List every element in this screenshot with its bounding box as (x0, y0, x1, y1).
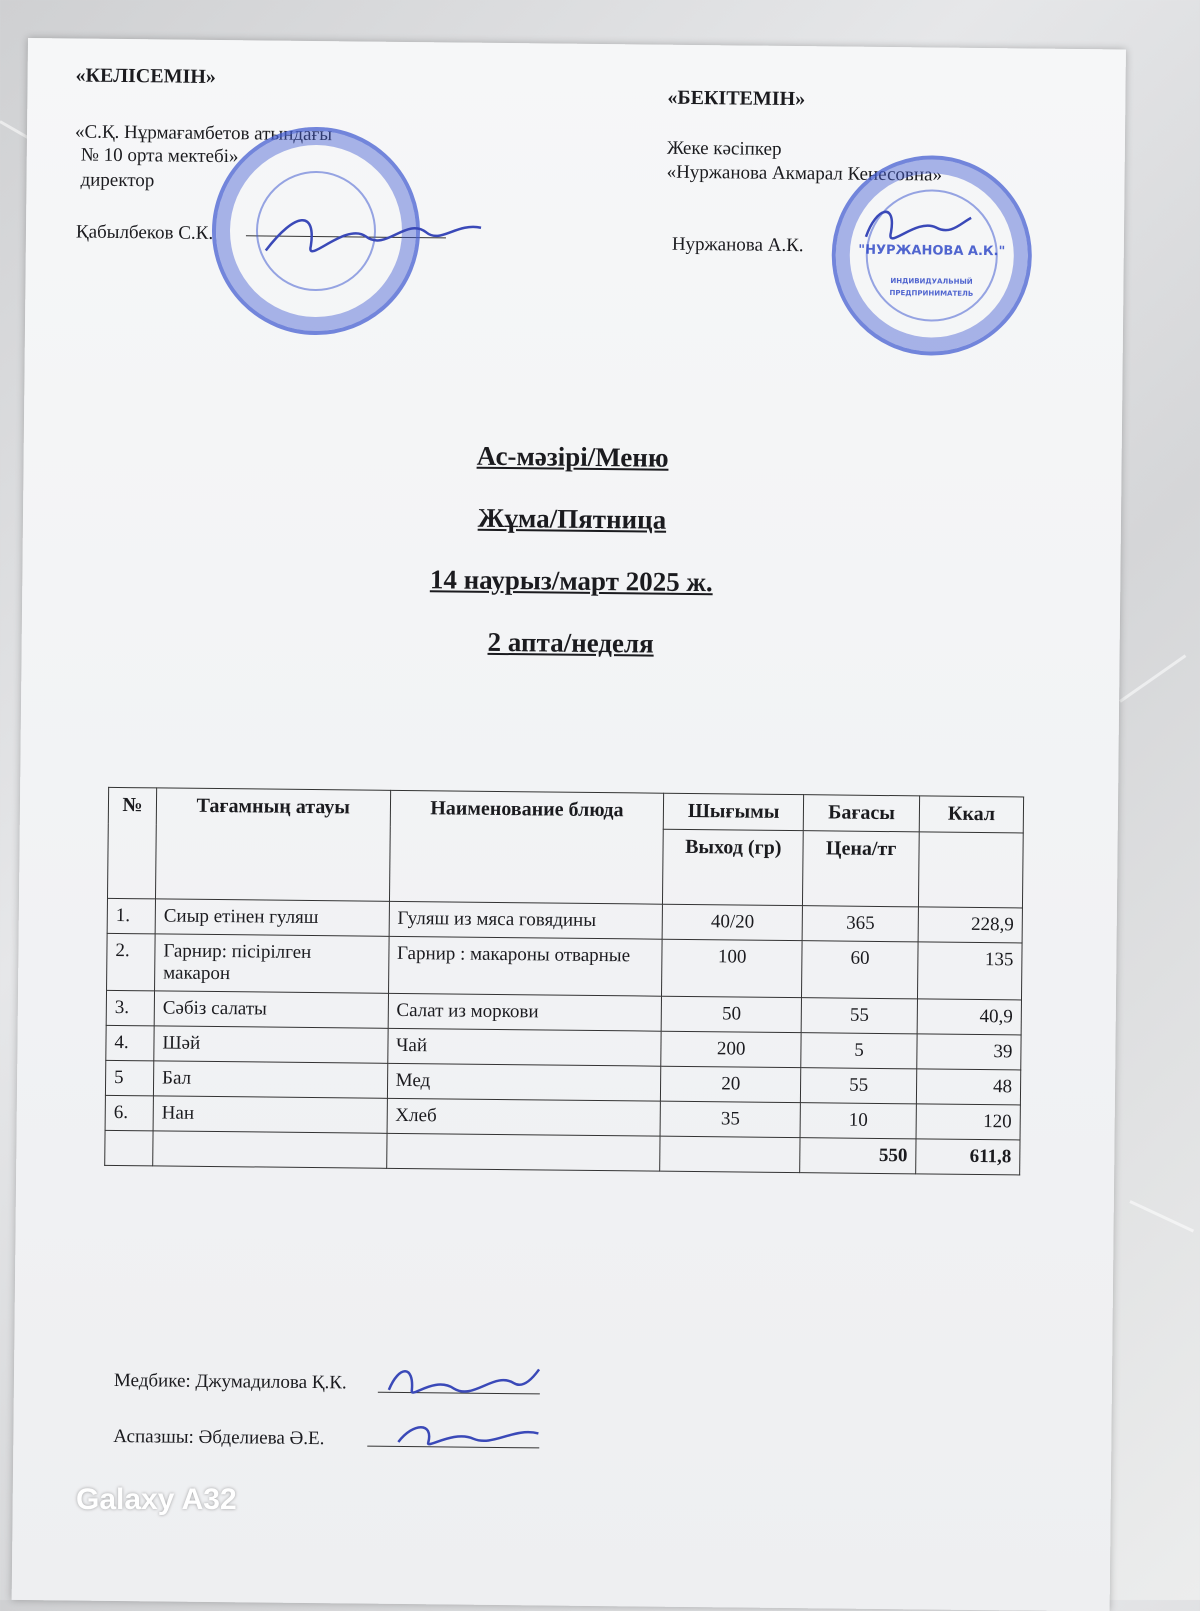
dish-name-kz: Шәй (154, 1026, 388, 1063)
school-number: № 10 орта мектебі» (80, 144, 239, 168)
dish-yield: 200 (661, 1031, 801, 1067)
dish-kcal: 228,9 (918, 907, 1022, 943)
dish-kcal: 135 (918, 942, 1022, 1000)
dish-yield: 50 (661, 996, 801, 1032)
day-title: Жұма/Пятница (477, 502, 667, 535)
dish-name-kz: Сиыр етінен гуляш (155, 899, 389, 936)
col-name-ru: Наименование блюда (389, 790, 664, 904)
title-block (21, 436, 1122, 695)
dish-price: 55 (801, 1068, 917, 1104)
col-price-kz: Бағасы (803, 795, 919, 832)
row-number: 3. (106, 990, 154, 1026)
dish-price: 60 (802, 941, 918, 999)
row-number: 4. (106, 1025, 154, 1061)
col-kcal: Ккал (919, 796, 1023, 833)
entrepreneur-name: «Нуржанова Акмарал Кенесовна» (666, 161, 943, 186)
dish-name-ru: Чай (387, 1028, 661, 1066)
director-title: директор (80, 169, 155, 192)
menu-table (104, 787, 1024, 1176)
dish-yield: 100 (662, 939, 802, 997)
dish-kcal: 40,9 (917, 999, 1021, 1035)
dish-price: 5 (801, 1033, 917, 1069)
cook-signature-label: Аспазшы: Әбделиева Ә.Е. (113, 1425, 325, 1450)
dish-name-kz: Нан (153, 1096, 387, 1133)
dish-price: 365 (802, 906, 918, 942)
director-signature (256, 200, 497, 273)
dish-name-ru: Салат из моркови (388, 993, 662, 1031)
marble-vein (1129, 1200, 1194, 1232)
col-name-kz: Тағамның атауы (155, 788, 390, 901)
nurse-signature-label: Медбике: Джумадилова Қ.К. (113, 1369, 347, 1394)
dish-name-kz: Бал (153, 1061, 387, 1098)
date-title: 14 наурыз/март 2025 ж. (429, 564, 713, 598)
seal-line2: ПРЕДПРИНИМАТЕЛЬ (889, 289, 974, 298)
seal-entrepreneur-name: "НУРЖАНОВА А.К." (858, 242, 1006, 260)
device-watermark: Galaxy A32 (76, 1483, 237, 1516)
dish-name-kz: Гарнир: пісірілген макарон (154, 934, 388, 993)
col-price-ru: Цена/тг (803, 831, 920, 907)
dish-yield: 20 (661, 1066, 801, 1102)
row-number: 1. (107, 898, 155, 934)
entrepreneur-signature (856, 197, 977, 258)
dish-price: 55 (801, 998, 917, 1034)
table-row (107, 933, 1023, 1000)
row-number: 5 (105, 1060, 153, 1096)
director-name: Қабылбеков С.К. (75, 221, 214, 244)
school-name: «С.Қ. Нұрмағамбетов атындағы (74, 121, 333, 146)
cook-signature (393, 1414, 543, 1456)
entrepreneur-title: Жеке кәсіпкер (666, 137, 782, 160)
col-yield-ru: Выход (гр) (663, 829, 804, 905)
week-title: 2 апта/неделя (487, 626, 654, 659)
entrepreneur-signer: Нуржанова А.К. (671, 233, 804, 257)
col-kcal-blank (919, 832, 1024, 908)
dish-name-ru: Хлеб (387, 1098, 661, 1136)
col-number: № (107, 787, 156, 898)
col-yield-kz: Шығымы (664, 793, 804, 830)
table-header-row (108, 787, 1023, 833)
row-number: 2. (107, 933, 156, 990)
dish-price: 10 (800, 1103, 916, 1139)
dish-name-ru: Мед (387, 1063, 661, 1101)
approval-label-left: «КЕЛІСЕМІН» (75, 64, 216, 88)
menu-document (12, 38, 1126, 1611)
marble-vein (1119, 654, 1186, 702)
total-kcal: 611,8 (916, 1139, 1020, 1175)
approval-label-right: «БЕКІТЕМІН» (667, 86, 806, 111)
dish-yield: 40/20 (662, 904, 802, 940)
dish-yield: 35 (660, 1101, 800, 1137)
seal-line1: ИНДИВИДУАЛЬНЫЙ (890, 277, 973, 286)
dish-name-kz: Сәбіз салаты (154, 991, 388, 1028)
nurse-signature (384, 1360, 544, 1406)
dish-kcal: 48 (916, 1069, 1020, 1105)
total-price: 550 (800, 1138, 916, 1174)
dish-name-ru: Гуляш из мяса говядины (389, 901, 663, 939)
dish-kcal: 120 (916, 1104, 1020, 1140)
row-number: 6. (105, 1095, 153, 1131)
dish-name-ru: Гарнир : макароны отварные (388, 936, 662, 996)
dish-kcal: 39 (917, 1034, 1021, 1070)
menu-title: Ас-мәзірі/Меню (476, 440, 669, 473)
